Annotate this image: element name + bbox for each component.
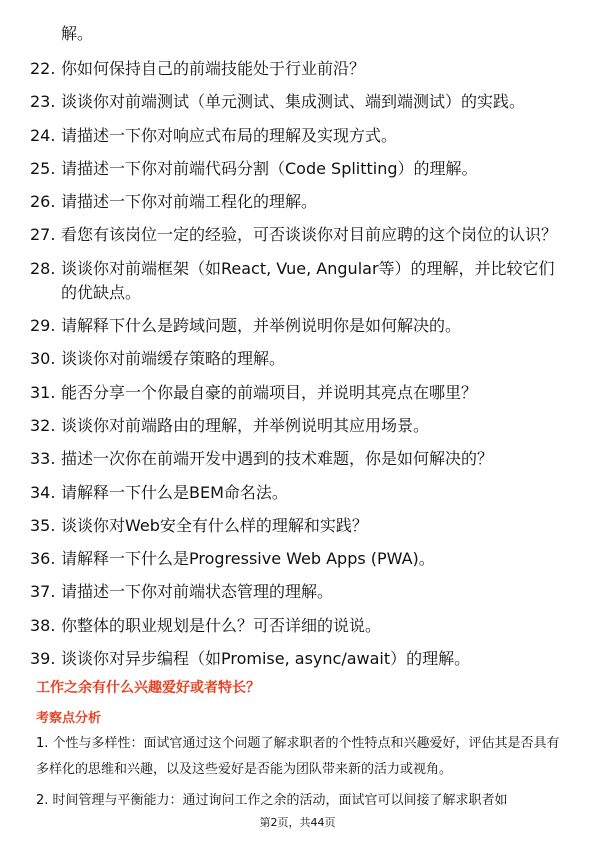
question-text: 请解释下什么是跨域问题，并举例说明你是如何解决的。 (61, 316, 462, 336)
question-number: 39. (30, 649, 56, 669)
question-item (30, 90, 570, 114)
question-item (30, 647, 570, 671)
question-item (30, 223, 570, 247)
question-number: 37. (30, 582, 56, 602)
question-number: 29. (30, 316, 56, 336)
question-item (30, 614, 570, 638)
question-item (30, 414, 570, 438)
question-item (30, 190, 570, 214)
question-text: 谈谈你对前端测试（单元测试、集成测试、端到端测试）的实践。 (61, 92, 526, 112)
question-number: 34. (30, 482, 56, 502)
question-item (30, 381, 570, 405)
question-text: 请描述一下你对响应式布局的理解及实现方式。 (61, 125, 398, 145)
question-item (30, 481, 570, 505)
question-number: 36. (30, 549, 56, 569)
question-number: 31. (30, 382, 56, 402)
question-text: 请解释一下什么是Progressive Web Apps (PWA)。 (61, 549, 435, 569)
question-item (30, 124, 570, 148)
question-text: 描述一次你在前端开发中遇到的技术难题，你是如何解决的？ (61, 449, 494, 469)
section-title: 工作之余有什么兴趣爱好或者特长？ (36, 680, 260, 696)
question-text: 谈谈你对前端路由的理解，并举例说明其应用场景。 (61, 415, 430, 435)
question-text: 你如何保持自己的前端技能处于行业前沿？ (61, 59, 366, 78)
question-number: 33. (30, 449, 56, 469)
question-list (30, 57, 570, 680)
question-number: 25. (30, 158, 56, 178)
question-item (30, 514, 570, 538)
question-number: 32. (30, 415, 56, 435)
question-number: 24. (30, 125, 56, 145)
question-text: 谈谈你对Web安全有什么样的理解和实践？ (61, 515, 368, 535)
question-number: 23. (30, 92, 56, 112)
question-item (30, 547, 570, 571)
analysis-paragraph: 2. 时间管理与平衡能力：通过询问工作之余的活动，面试官可以间接了解求职者如 (36, 793, 508, 808)
question-item (30, 347, 570, 371)
question-number: 22. (30, 59, 56, 78)
question-item (30, 157, 570, 181)
question-number: 27. (30, 225, 56, 245)
question-text: 请描述一下你对前端代码分割（Code Splitting）的理解。 (61, 158, 478, 178)
question-text: 请解释一下什么是BEM命名法。 (61, 482, 288, 502)
question-item (30, 447, 570, 471)
analysis-paragraph: 1. 个性与多样性：面试官通过这个问题了解求职者的个性特点和兴趣爱好，评估其是否具有多样化的思维和兴趣，以及这些爱好是否能为团队带来新的活力或视角。 (36, 736, 560, 777)
question-item (30, 580, 570, 604)
question-item (30, 314, 570, 338)
question-number: 35. (30, 515, 56, 535)
question-item (30, 57, 570, 81)
page-footer: 第2页，共44页 (259, 816, 336, 829)
question-text: 谈谈你对前端框架（如React, Vue, Angular等）的理解，并比较它们的优缺点。 (61, 258, 555, 302)
question-item (30, 257, 570, 305)
question-number: 38. (30, 615, 56, 635)
question-text: 能否分享一个你最自豪的前端项目，并说明其亮点在哪里？ (61, 382, 478, 402)
question-number: 28. (30, 258, 56, 278)
question-text: 看您有该岗位一定的经验，可否谈谈你对目前应聘的这个岗位的认识？ (61, 225, 558, 245)
continuation-text: 解。 (61, 24, 94, 43)
question-number: 26. (30, 192, 56, 212)
question-text: 请描述一下你对前端工程化的理解。 (61, 192, 318, 212)
question-text: 谈谈你对异步编程（如Promise, async/await）的理解。 (61, 649, 471, 669)
section-subtitle: 考察点分析 (36, 711, 102, 726)
question-number: 30. (30, 349, 56, 369)
question-text: 请描述一下你对前端状态管理的理解。 (61, 582, 334, 602)
question-text: 你整体的职业规划是什么？可否详细的说说。 (61, 615, 382, 635)
question-text: 谈谈你对前端缓存策略的理解。 (61, 349, 286, 369)
